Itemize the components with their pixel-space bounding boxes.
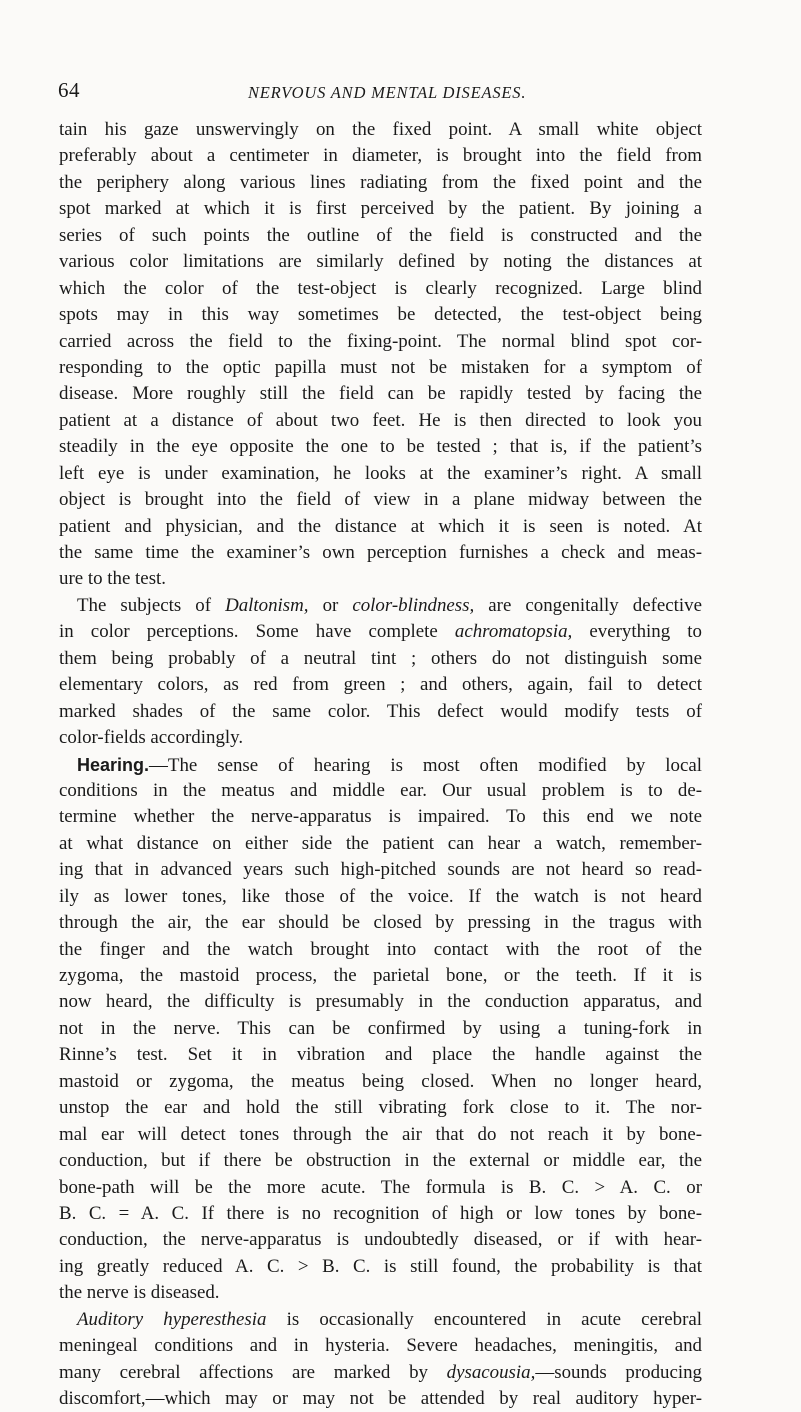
text-line: preferably about a centimeter in diameter, is brought into the field from xyxy=(59,145,702,167)
text-line: discomfort,—which may or may not be attended by real auditory hyper- xyxy=(59,1388,702,1409)
text-line: mastoid or zygoma, the meatus being closed. When no longer heard, xyxy=(59,1070,702,1092)
italic-term: Daltonism, xyxy=(225,594,309,616)
text-line: ing greatly reduced A. C. > B. C. is still found, the probability is that xyxy=(59,1255,702,1277)
text-segment: or xyxy=(308,594,353,616)
text-line: ily as lower tones, like those of the voice. If the watch is not heard xyxy=(59,885,702,907)
text-line: bone-path will be the more acute. The formula is B. C. > A. C. or xyxy=(59,1176,702,1198)
text-line: patient at a distance of about two feet. He is then directed to look you xyxy=(59,409,702,431)
text-line xyxy=(59,1360,702,1386)
text-line: the finger and the watch brought into contact with the root of the xyxy=(59,938,702,960)
italic-term: achromatopsia, xyxy=(454,621,573,643)
italic-term: dysacousia, xyxy=(446,1361,536,1383)
text-segment: —sounds producing xyxy=(535,1361,702,1383)
text-line: the same time the examiner’s own perception furnishes a check and meas- xyxy=(59,542,702,563)
text-line: Rinne’s test. Set it in vibration and place the handle against the xyxy=(59,1044,702,1066)
running-head: NERVOUS AND MENTAL DISEASES. xyxy=(248,83,527,102)
text-line: series of such points the outline of the field is constructed and the xyxy=(59,224,702,246)
text-line: conditions in the meatus and middle ear. Our usual problem is to de- xyxy=(59,779,702,801)
text-line: meningeal conditions and in hysteria. Severe headaches, meningitis, and xyxy=(59,1335,702,1357)
text-segment: many cerebral affections are marked by xyxy=(59,1361,447,1383)
text-line: various color limitations are similarly defined by noting the distances at xyxy=(59,251,702,273)
text-line: elementary colors, as red from green ; and others, again, fail to detect xyxy=(59,674,702,696)
text-line: marked shades of the same color. This defect would modify tests of xyxy=(59,700,702,722)
text-line xyxy=(59,619,702,645)
body-text xyxy=(59,117,702,1412)
text-line: patient and physician, and the distance at which it is seen is noted. At xyxy=(59,515,702,537)
text-line: tain his gaze unswervingly on the fixed point. A small white object xyxy=(59,119,702,140)
text-line: spot marked at which it is first perceived by the patient. By joining a xyxy=(59,198,702,220)
text-line: carried across the field to the fixing-point. The normal blind spot cor- xyxy=(59,330,702,352)
text-line: object is brought into the field of view in a plane midway between the xyxy=(59,489,702,511)
text-line: steadily in the eye opposite the one to be tested ; that is, if the patient’s xyxy=(59,436,702,458)
text-line: ure to the test. xyxy=(59,568,167,590)
page-header xyxy=(58,78,698,104)
text-line: spots may in this way sometimes be detected, the test-object being xyxy=(59,304,702,326)
text-line: zygoma, the mastoid process, the parietal bone, or the teeth. If it is xyxy=(59,965,702,986)
text-line: the periphery along various lines radiating from the fixed point and the xyxy=(59,171,702,193)
text-line: which the color of the test-object is clearly recognized. Large blind xyxy=(59,277,702,299)
italic-term: color-blindness, xyxy=(352,594,475,616)
text-segment: is occasionally encountered in acute cerebral xyxy=(266,1308,702,1330)
section-heading: Hearing. xyxy=(77,754,150,775)
text-line: conduction, the nerve-apparatus is undoubtedly diseased, or if with hear- xyxy=(59,1229,702,1251)
text-line: responding to the optic papilla must not be mistaken for a symptom of xyxy=(59,356,702,378)
text-line: not in the nerve. This can be confirmed by using a tuning-fork in xyxy=(59,1017,702,1039)
text-line: through the air, the ear should be closed by pressing in the tragus with xyxy=(59,912,702,934)
text-segment: are congenitally defective xyxy=(474,594,702,616)
text-line: at what distance on either side the patient can hear a watch, remember- xyxy=(59,832,702,854)
text-line xyxy=(59,593,702,619)
text-line: them being probably of a neutral tint ; others do not distinguish some xyxy=(59,647,702,669)
text-segment: The subjects of xyxy=(77,594,226,616)
text-line xyxy=(59,752,702,778)
page-number: 64 xyxy=(58,78,80,102)
text-line: mal ear will detect tones through the air that do not reach it by bone- xyxy=(59,1123,702,1145)
text-line: unstop the ear and hold the still vibrating fork close to it. The nor- xyxy=(59,1097,702,1119)
text-segment: —The sense of hearing is most often modified by local xyxy=(149,754,702,776)
text-segment: everything to xyxy=(572,621,702,643)
text-line: termine whether the nerve-apparatus is impaired. To this end we note xyxy=(59,806,702,828)
text-line: ing that in advanced years such high-pitched sounds are not heard so read- xyxy=(59,859,702,881)
text-line: color-fields accordingly. xyxy=(59,727,244,749)
text-line: left eye is under examination, he looks at the examiner’s right. A small xyxy=(59,462,702,484)
text-line: now heard, the difficulty is presumably in the conduction apparatus, and xyxy=(59,991,702,1013)
italic-term: Auditory hyperesthesia xyxy=(77,1308,267,1330)
text-line: disease. More roughly still the field can be rapidly tested by facing the xyxy=(59,383,702,405)
text-line: conduction, but if there be obstruction in the external or middle ear, the xyxy=(59,1150,702,1172)
text-line: B. C. = A. C. If there is no recognition of high or low tones by bone- xyxy=(59,1202,702,1224)
text-line: the nerve is diseased. xyxy=(59,1282,220,1304)
text-segment: in color perceptions. Some have complete xyxy=(59,621,455,643)
